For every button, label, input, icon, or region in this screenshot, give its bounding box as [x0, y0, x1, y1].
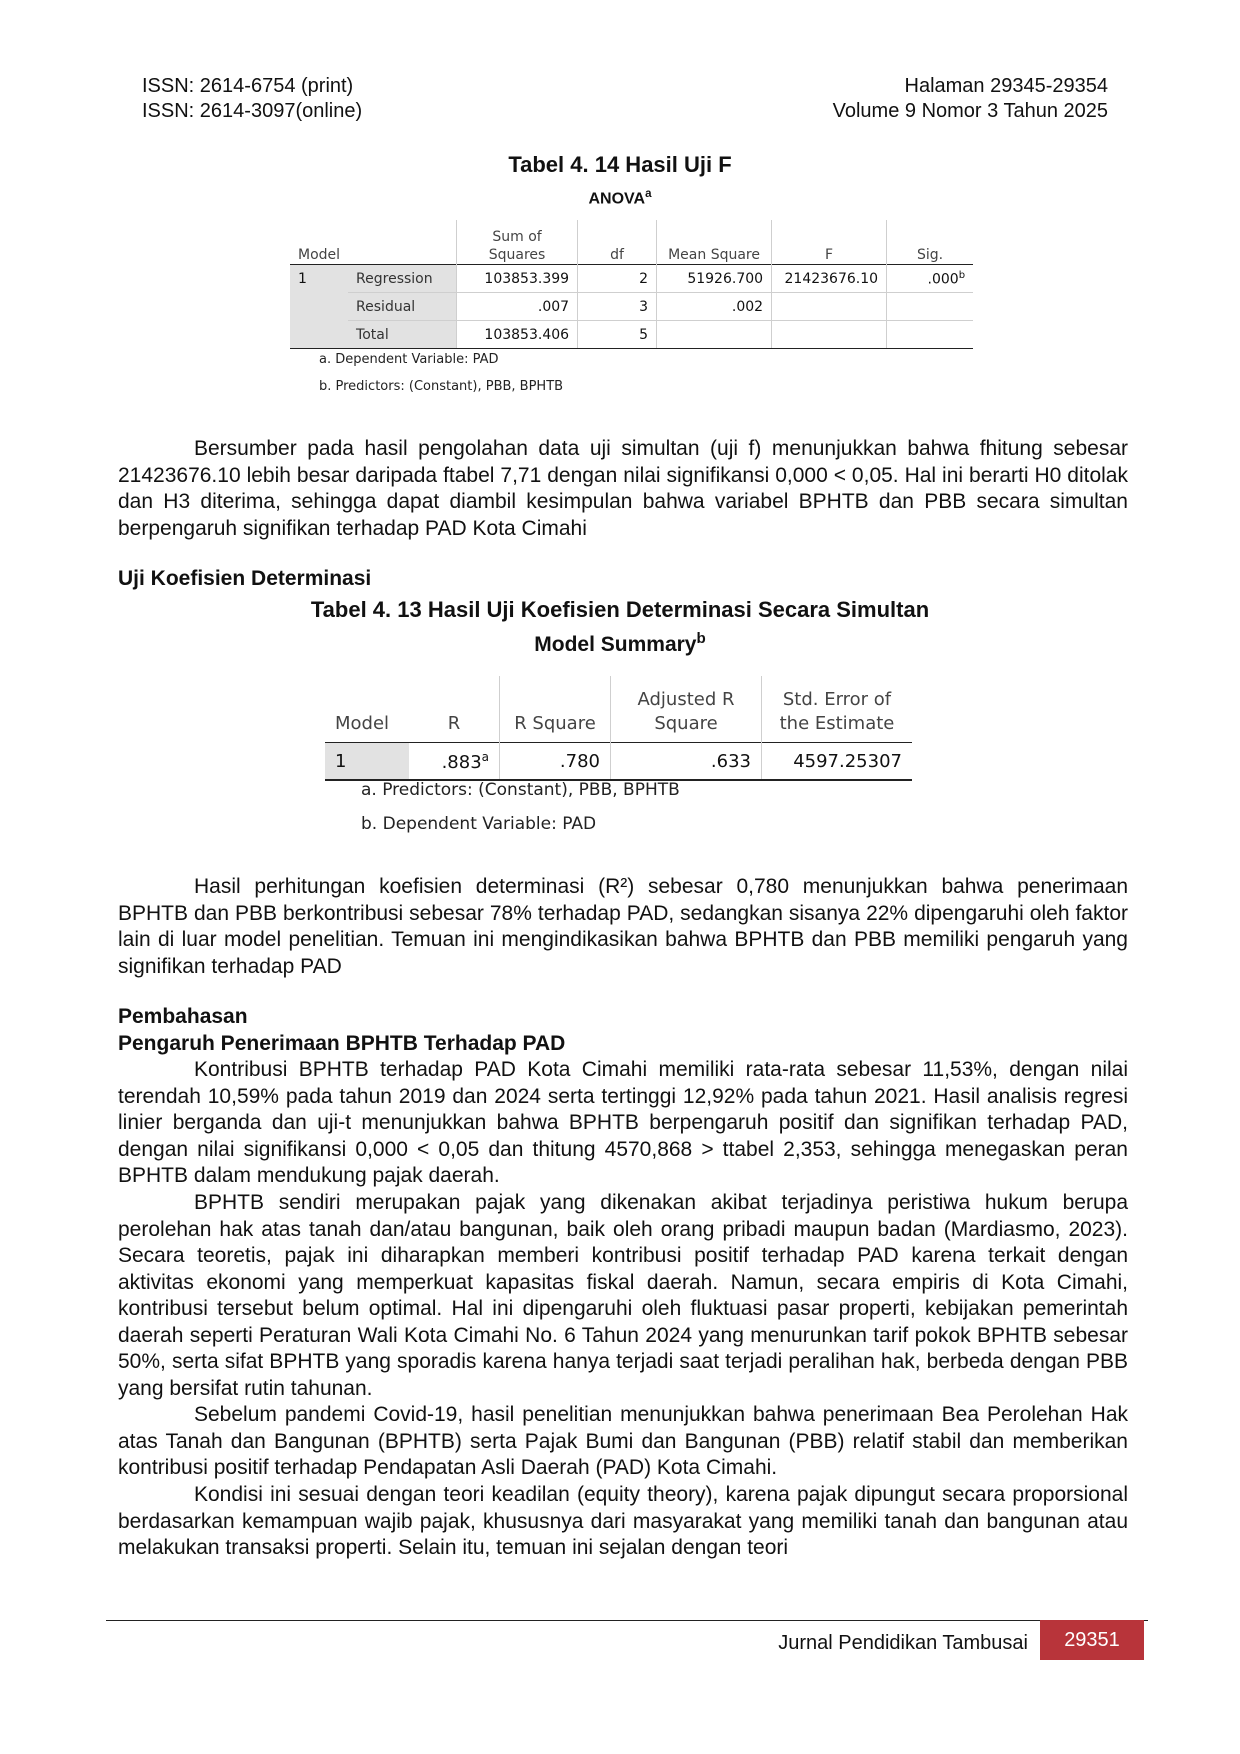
col-label — [348, 220, 457, 265]
table-f-caption: Tabel 4. 14 Hasil Uji F — [508, 152, 732, 177]
cell-df: 5 — [578, 321, 657, 349]
col-f: F — [772, 220, 887, 265]
cell-ss: .007 — [457, 293, 578, 321]
model-summary-table — [325, 676, 912, 781]
ms-header-row — [325, 676, 912, 743]
cell-ms: .002 — [657, 293, 772, 321]
anova-title-text: ANOVA — [588, 190, 646, 208]
sig-value: .000 — [927, 271, 959, 288]
issn-online: ISSN: 2614-3097(online) — [142, 100, 363, 122]
model-blank — [290, 321, 348, 349]
heading-koefisien-determinasi: Uji Koefisien Determinasi — [118, 567, 372, 590]
paragraph-equity: Kondisi ini sesuai dengan teori keadilan (equity theory), karena pajak dipungut secara proporsional berdasarkan kemampuan wajib pajak, khususnya dari masyarakat yang memiliki tanah dan bangunan atau melakukan transaksi properti. Selain itu, temuan ini sejalan dengan teori — [118, 1483, 1128, 1559]
anova-table — [290, 220, 973, 349]
table-row — [290, 293, 973, 321]
col-adj-line2: Square — [654, 713, 718, 734]
cell-ms — [657, 321, 772, 349]
model-summary-title-sup: b — [696, 630, 706, 647]
cell-ss: 103853.406 — [457, 321, 578, 349]
paragraph-bphtb: BPHTB sendiri merupakan pajak yang dikenakan akibat terjadinya peristiwa hukum berupa perolehan hak atas tanah dan/atau bangunan, baik oleh orang pribadi maupun badan (Mardiasmo, 2023). Secara teoretis, pajak ini diharapkan memberi kontribusi positif terhadap PAD karena terkait dengan aktivitas ekonomi yang memperkuat kapasitas fiskal daerah. Namun, secara empiris di Kota Cimahi, kontribusi tersebut belum optimal. Hal ini dipengaruhi oleh fluktuasi pasar properti, kebijakan pemerintah daerah seperti Peraturan Wali Kota Cimahi No. 6 Tahun 2024 yang menurunkan tarif pokok BPHTB sebesar 50%, serta sifat BPHTB yang sporadis karena hanya terjadi saat terjadi peralihan hak, berbeda dengan PBB yang bersifat rutin tahunan. — [118, 1191, 1128, 1400]
col-ss-line2: Squares — [488, 247, 546, 263]
footer-journal-name: Jurnal Pendidikan Tambusai — [778, 1632, 1028, 1654]
cell-r — [409, 743, 500, 781]
cell-ms: 51926.700 — [657, 265, 772, 293]
cell-sig — [887, 293, 974, 321]
issn-print: ISSN: 2614-6754 (print) — [142, 75, 354, 97]
cell-sig — [887, 265, 974, 293]
row-label: Total — [348, 321, 457, 349]
col-r-square: R Square — [500, 676, 611, 743]
col-std-error — [762, 676, 913, 743]
page-range: Halaman 29345-29354 — [904, 75, 1108, 97]
issn-block — [142, 74, 362, 124]
heading-pengaruh-bphtb: Pengaruh Penerimaan BPHTB Terhadap PAD — [118, 1032, 566, 1055]
ms-note-b: b. Dependent Variable: PAD — [361, 814, 597, 834]
row-label: Residual — [348, 293, 457, 321]
col-adjusted-r-square — [611, 676, 762, 743]
anova-note-a: a. Dependent Variable: PAD — [319, 352, 499, 367]
r-value: .883 — [441, 751, 482, 773]
cell-sig — [887, 321, 974, 349]
r-sup: a — [481, 749, 489, 764]
cell-f — [772, 321, 887, 349]
cell-f — [772, 293, 887, 321]
col-df: df — [578, 220, 657, 265]
footer-rule — [106, 1620, 1148, 1621]
col-r: R — [447, 713, 461, 734]
model-number: 1 — [325, 743, 409, 781]
cell-adjusted-r-square: .633 — [611, 743, 762, 781]
col-model: Model — [335, 713, 390, 734]
col-se-line1: Std. Error of — [782, 689, 892, 710]
footer-page-number: 29351 — [1040, 1620, 1144, 1660]
model-summary-title-text: Model Summary — [534, 633, 697, 656]
col-model: Model — [298, 247, 341, 263]
model-summary-title — [0, 630, 1240, 657]
table-r-caption: Tabel 4. 13 Hasil Uji Koefisien Determinasi Secara Simultan — [310, 597, 930, 622]
anova-title — [0, 188, 1240, 208]
row-label: Regression — [348, 265, 457, 293]
col-se-line2: the Estimate — [779, 713, 895, 734]
paragraph-koefisien: Hasil perhitungan koefisien determinasi (R²) sebesar 0,780 menunjukkan bahwa penerimaan BPHTB dan PBB berkontribusi sebesar 78% terhadap PAD, sedangkan sisanya 22% dipengaruhi oleh faktor lain di luar model penelitian. Temuan ini mengindikasikan bahwa BPHTB dan PBB memiliki pengaruh yang signifikan terhadap PAD — [118, 875, 1128, 978]
table-row — [325, 743, 912, 781]
col-ss-line1: Sum of — [492, 229, 542, 245]
cell-r-square: .780 — [500, 743, 611, 781]
volume-block — [833, 74, 1108, 124]
col-adj-line1: Adjusted R — [637, 689, 735, 710]
col-sig: Sig. — [887, 220, 974, 265]
paragraph-uji-f: Bersumber pada hasil pengolahan data uji simultan (uji f) menunjukkan bahwa fhitung sebesar 21423676.10 lebih besar daripada ftabel 7,71 dengan nilai signifikansi 0,000 < 0,05. Hal ini berarti H0 ditolak dan H3 diterima, sehingga dapat diambil kesimpulan bahwa variabel BPHTB dan PBB secara simultan berpengaruh signifikan terhadap PAD Kota Cimahi — [118, 437, 1128, 540]
anova-header-row — [290, 220, 973, 265]
ms-note-a: a. Predictors: (Constant), PBB, BPHTB — [361, 780, 680, 800]
cell-df: 3 — [578, 293, 657, 321]
cell-f: 21423676.10 — [772, 265, 887, 293]
anova-note-b: b. Predictors: (Constant), PBB, BPHTB — [319, 379, 564, 394]
cell-std-error: 4597.25307 — [762, 743, 913, 781]
paragraph-kontribusi: Kontribusi BPHTB terhadap PAD Kota Cimahi memiliki rata-rata sebesar 11,53%, dengan nilai terendah 10,59% pada tahun 2019 dan 2024 serta tertinggi 12,92% pada tahun 2021. Hasil analisis regresi linier berganda dan uji-t menunjukkan bahwa BPHTB berpengaruh positif dan signifikan terhadap PAD, dengan nilai signifikansi 0,000 < 0,05 dan thitung 4570,868 > ttabel 2,353, sehingga menegaskan peran BPHTB dalam mendukung pajak daerah. — [118, 1058, 1128, 1187]
heading-pembahasan: Pembahasan — [118, 1005, 248, 1028]
table-row — [290, 265, 973, 293]
volume-info: Volume 9 Nomor 3 Tahun 2025 — [832, 100, 1108, 122]
anova-title-sup: a — [645, 188, 652, 200]
paragraph-pandemi: Sebelum pandemi Covid-19, hasil penelitian menunjukkan bahwa penerimaan Bea Perolehan Hak atas Tanah dan Bangunan (BPHTB) serta Pajak Bumi dan Bangunan (PBB) relatif stabil dan memberikan kontribusi positif terhadap Pendapatan Asli Daerah (PAD) Kota Cimahi. — [118, 1403, 1128, 1479]
model-number: 1 — [290, 265, 348, 293]
cell-df: 2 — [578, 265, 657, 293]
table-row — [290, 321, 973, 349]
sig-sup: b — [958, 269, 966, 281]
col-sum-squares — [457, 220, 578, 265]
cell-ss: 103853.399 — [457, 265, 578, 293]
model-blank — [290, 293, 348, 321]
col-mean-square: Mean Square — [657, 220, 772, 265]
